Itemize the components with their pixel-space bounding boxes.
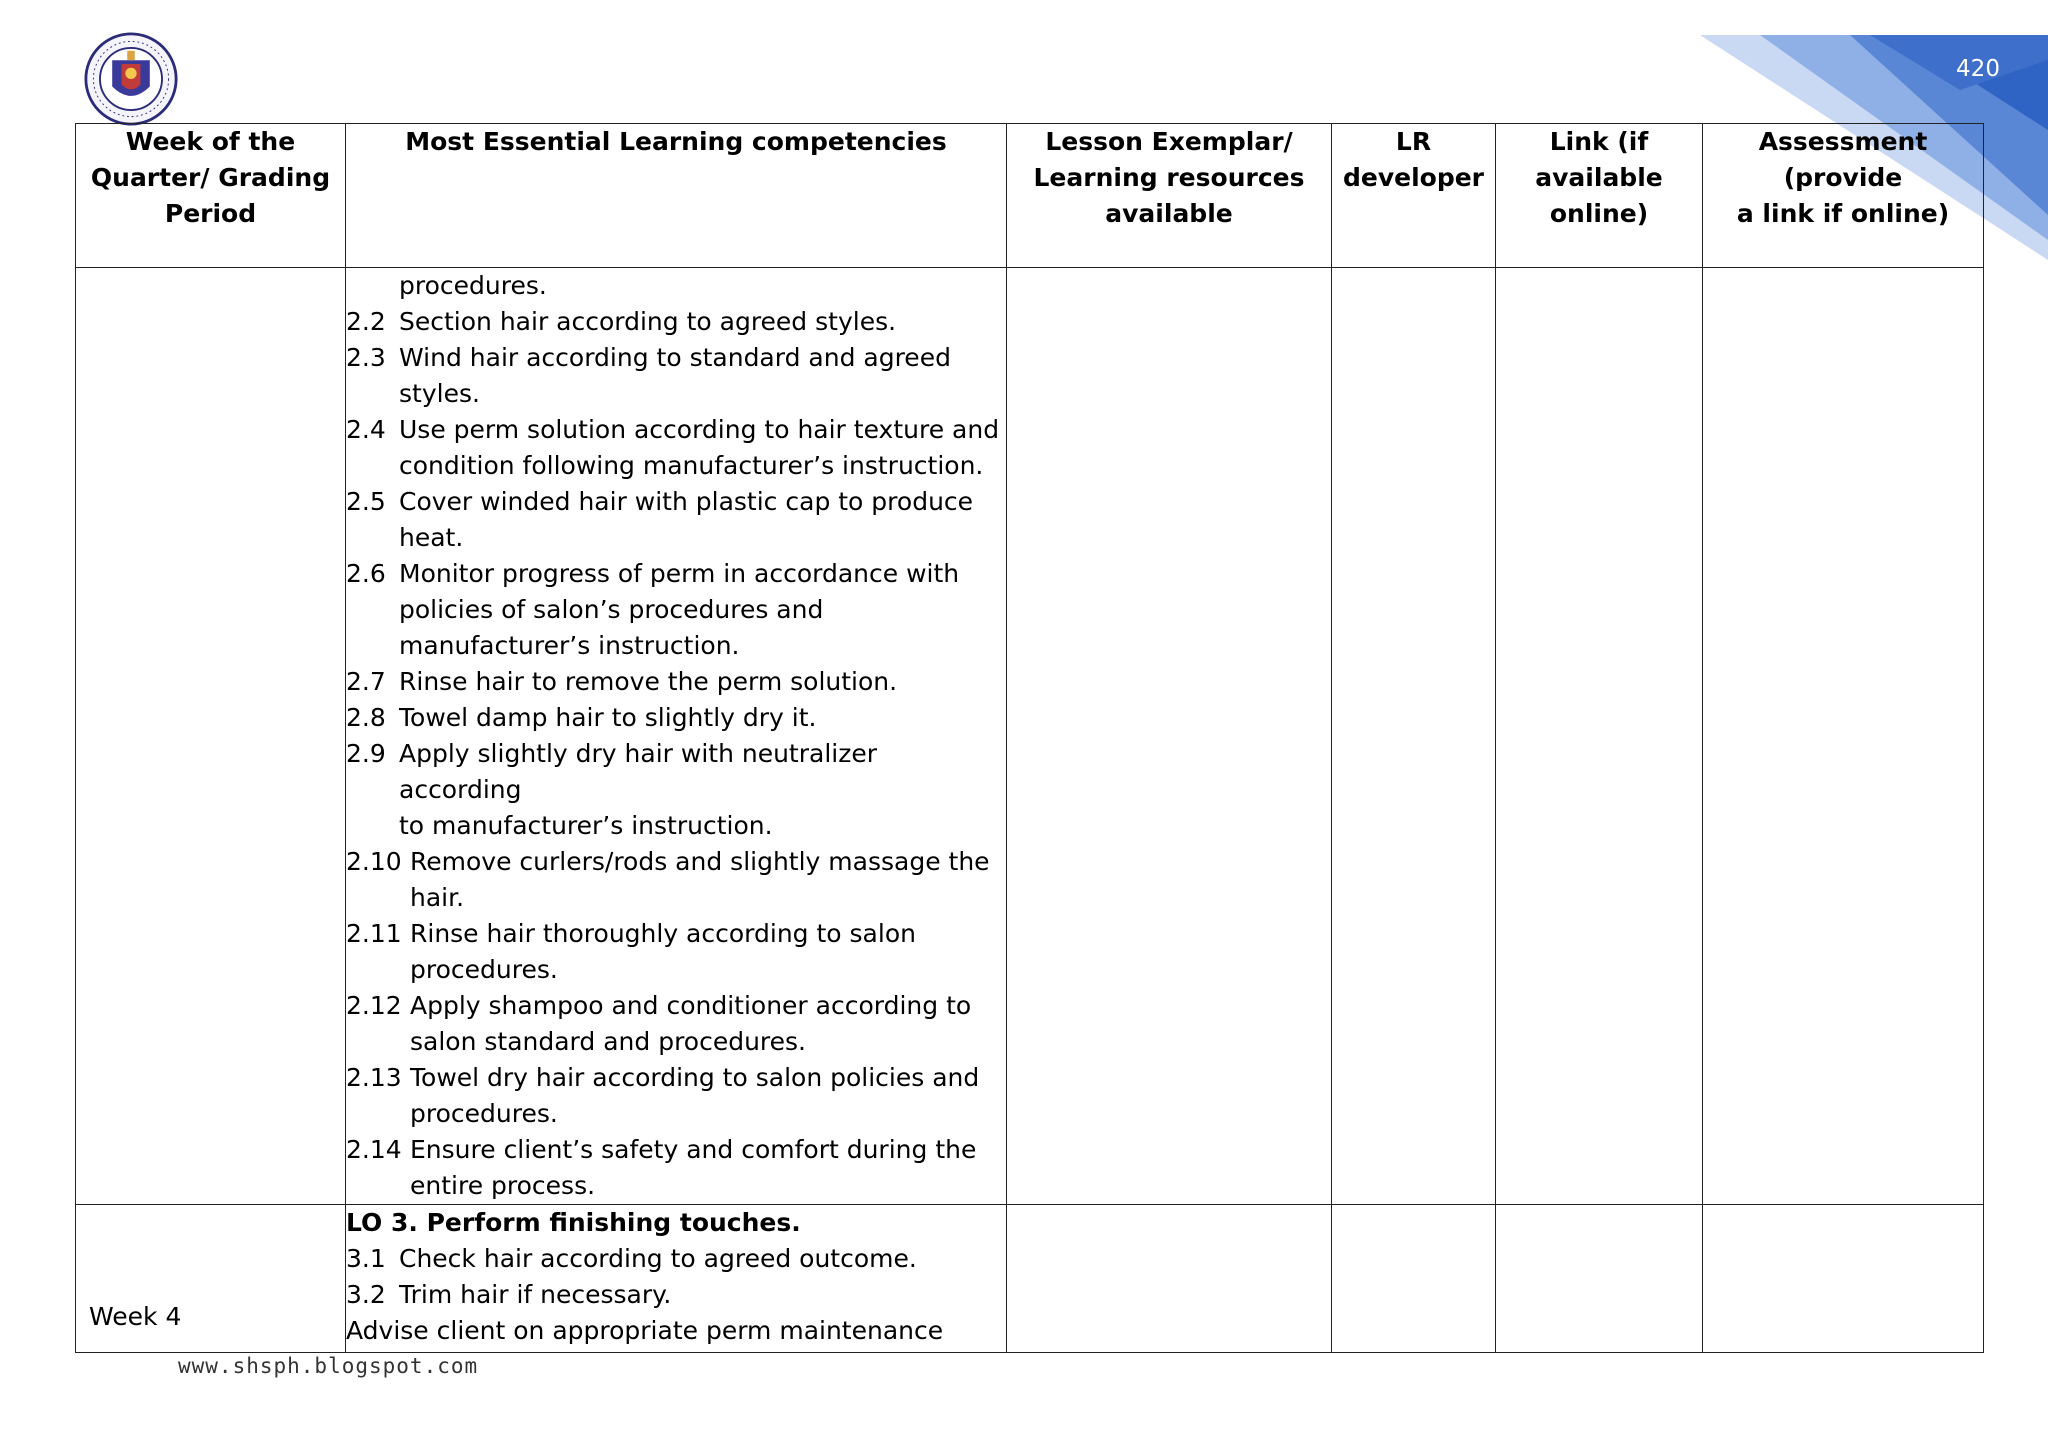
table-row — [76, 268, 1984, 1205]
competency-list — [346, 304, 1006, 1204]
header-lesson-exemplar: Lesson Exemplar/ Learning resources available — [1007, 124, 1332, 268]
item-text: Monitor progress of perm in accordance with — [399, 559, 960, 588]
item-text: Apply shampoo and conditioner according to — [410, 991, 972, 1020]
item-text: Remove curlers/rods and slightly massage the — [410, 847, 990, 876]
assessment-cell — [1703, 268, 1984, 1205]
header-link: Link (if available online) — [1496, 124, 1703, 268]
learning-outcome-title: LO 3. Perform finishing touches. — [346, 1208, 801, 1237]
item-text: Apply slightly dry hair with neutralizer according — [399, 739, 878, 804]
list-item — [346, 700, 1006, 736]
item-text-continued: entire process. — [410, 1171, 596, 1200]
item-number: 2.10 — [346, 847, 402, 876]
item-text-continued: condition following manufacturer’s instruction. — [399, 451, 984, 480]
item-text: Towel damp hair to slightly dry it. — [399, 703, 817, 732]
week-label: Week 4 — [89, 1302, 182, 1331]
item-text-continued: manufacturer’s instruction. — [399, 631, 740, 660]
lesson-exemplar-cell — [1007, 268, 1332, 1205]
item-number: 2.6 — [346, 559, 386, 588]
header-competencies: Most Essential Learning competencies — [346, 124, 1007, 268]
item-number: 2.13 — [346, 1063, 402, 1092]
table-row — [76, 1205, 1984, 1353]
item-text: Section hair according to agreed styles. — [399, 307, 897, 336]
list-item: 3.1 Check hair according to agreed outcome. — [346, 1244, 917, 1273]
lr-developer-cell — [1332, 1205, 1496, 1353]
item-text: Wind hair according to standard and agreed — [399, 343, 951, 372]
competencies-cell — [346, 268, 1007, 1205]
week-cell-empty — [76, 268, 346, 1205]
deped-seal-logo — [84, 32, 178, 126]
week-cell — [76, 1205, 346, 1353]
link-cell — [1496, 268, 1703, 1205]
header-lr-developer: LR developer — [1332, 124, 1496, 268]
header-assessment: Assessment (provide a link if online) — [1703, 124, 1984, 268]
assessment-cell — [1703, 1205, 1984, 1353]
header-row — [76, 124, 1984, 268]
item-number: 2.14 — [346, 1135, 402, 1164]
footer-url: www.shsph.blogspot.com — [178, 1354, 479, 1378]
item-text: Towel dry hair according to salon policies and — [410, 1063, 980, 1092]
curriculum-table — [75, 123, 1984, 1353]
item-text-continued: salon standard and procedures. — [410, 1027, 807, 1056]
item-number: 2.9 — [346, 739, 386, 768]
lr-developer-cell — [1332, 268, 1496, 1205]
list-item: Advise client on appropriate perm maintenance — [346, 1316, 944, 1345]
list-item — [346, 1060, 1006, 1132]
item-number: 2.12 — [346, 991, 402, 1020]
lesson-exemplar-cell — [1007, 1205, 1332, 1353]
item-text: Use perm solution according to hair texture and — [399, 415, 1000, 444]
item-text-continued: to manufacturer’s instruction. — [399, 811, 773, 840]
item-text-continued: heat. — [399, 523, 464, 552]
list-item — [346, 844, 1006, 916]
item-text: Ensure client’s safety and comfort during the — [410, 1135, 977, 1164]
item-text: Cover winded hair with plastic cap to produce — [399, 487, 974, 516]
list-item: procedures. — [399, 271, 547, 300]
list-item — [346, 1132, 1006, 1204]
list-item — [346, 556, 1006, 664]
item-number: 2.4 — [346, 415, 386, 444]
competencies-cell — [346, 1205, 1007, 1353]
list-item — [346, 916, 1006, 988]
item-text-continued: hair. — [410, 883, 465, 912]
item-number: 2.7 — [346, 667, 386, 696]
item-number: 2.3 — [346, 343, 386, 372]
item-number: 2.5 — [346, 487, 386, 516]
item-text-continued: procedures. — [410, 955, 558, 984]
item-text: Rinse hair to remove the perm solution. — [399, 667, 898, 696]
list-item — [346, 304, 1006, 340]
list-item — [346, 736, 1006, 844]
item-text-continued: policies of salon’s procedures and — [399, 595, 824, 624]
item-text: Rinse hair thoroughly according to salon — [410, 919, 916, 948]
list-item — [346, 412, 1006, 484]
list-item — [346, 664, 1006, 700]
item-number: 2.2 — [346, 307, 386, 336]
page-number: 420 — [1956, 56, 2000, 82]
link-cell — [1496, 1205, 1703, 1353]
list-item — [346, 988, 1006, 1060]
item-number: 2.8 — [346, 703, 386, 732]
item-number: 2.11 — [346, 919, 402, 948]
list-item: 3.2 Trim hair if necessary. — [346, 1280, 672, 1309]
item-text-continued: styles. — [399, 379, 480, 408]
list-item — [346, 340, 1006, 412]
header-week: Week of the Quarter/ Grading Period — [76, 124, 346, 268]
item-text-continued: procedures. — [410, 1099, 558, 1128]
list-item — [346, 484, 1006, 556]
